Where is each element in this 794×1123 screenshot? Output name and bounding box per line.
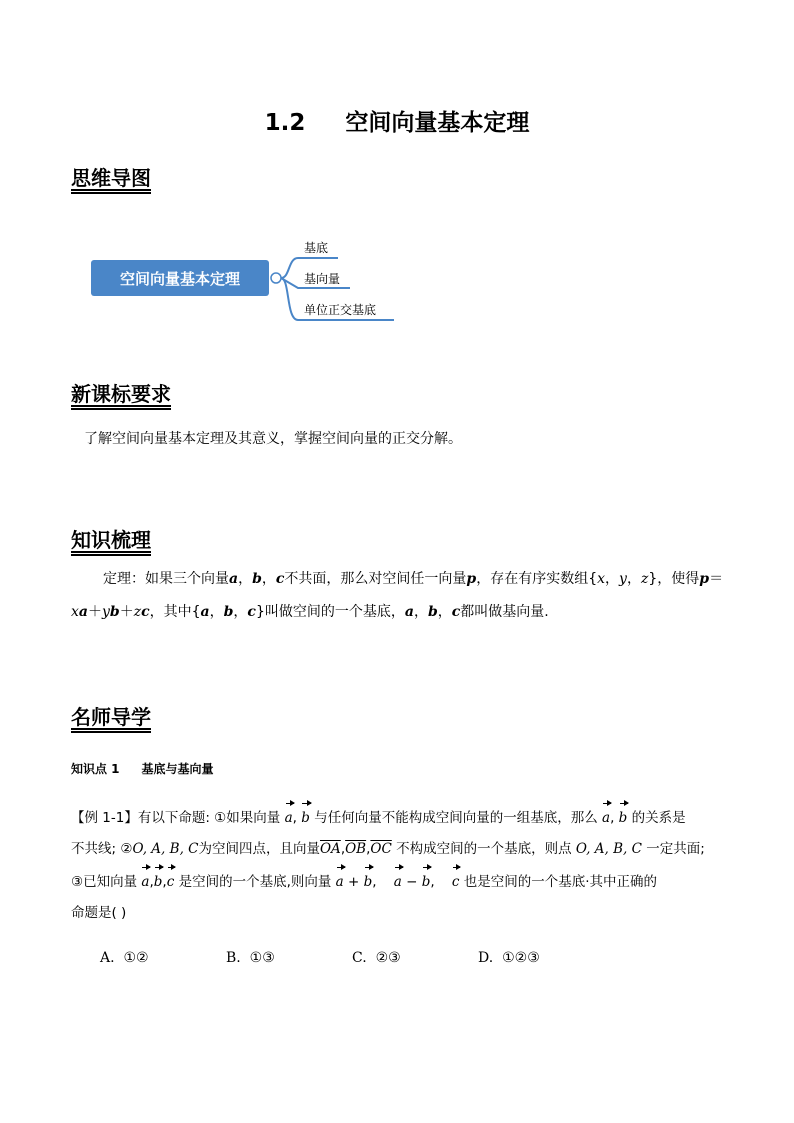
choice-c[interactable]: C. ②③ [352,950,401,966]
choice-d[interactable]: D. ①②③ [478,950,540,966]
mindmap-branch-2: 基向量 [304,272,341,286]
section-knowledge-heading: 知识梳理 [71,528,151,552]
mindmap-branch-1: 基底 [304,241,329,255]
choice-a[interactable]: A. ①② [100,950,149,966]
title-number: 1.2 [264,110,306,136]
mindmap-root: 空间向量基本定理 [91,260,269,296]
section-mindmap-heading: 思维导图 [71,166,151,190]
title-text: 空间向量基本定理 [345,110,530,136]
page-title [0,104,794,137]
section-teaching-heading: 名师导学 [71,705,151,729]
mindmap-branch-3: 单位正交基底 [304,303,377,317]
example-line-1: 【例 1-1】有以下命题: ①如果向量 a, b 与任何向量不能构成空间向量的一组基底，那么 a, b 的关系是 [71,801,726,834]
knowledge-point-title: 基底与基向量 [141,762,214,776]
example-question [71,801,726,929]
knowledge-point-heading [71,760,214,777]
standards-text: 了解空间向量基本定理及其意义，掌握空间向量的正交分解。 [84,431,462,447]
example-line-4: 命题是( ) [71,905,127,921]
choice-b[interactable]: B. ①③ [226,950,275,966]
theorem-paragraph: 定理：如果三个向量a，b，c不共面，那么对空间任一向量p，存在有序实数组{x，y，z}，使得p＝xa＋yb＋zc，其中{a，b，c}叫做空间的一个基底，a，b，c都叫做基向量. [71,571,724,620]
example-line-3: ③已知向量 a,b,c 是空间的一个基底,则向量 a + b, a − b, c 也是空间的一个基底·其中正确的 [71,865,726,898]
example-line-2: 不共线; ②O, A, B, C为空间四点，且向量$\overline{OA},\overline{OB},\overline{OC}$ 不构成空间的一个基底，则点 O, A, B, C 一定共面; [71,841,705,857]
section-standards-heading: 新课标要求 [71,382,171,406]
knowledge-point-label: 知识点 1 [71,762,120,776]
